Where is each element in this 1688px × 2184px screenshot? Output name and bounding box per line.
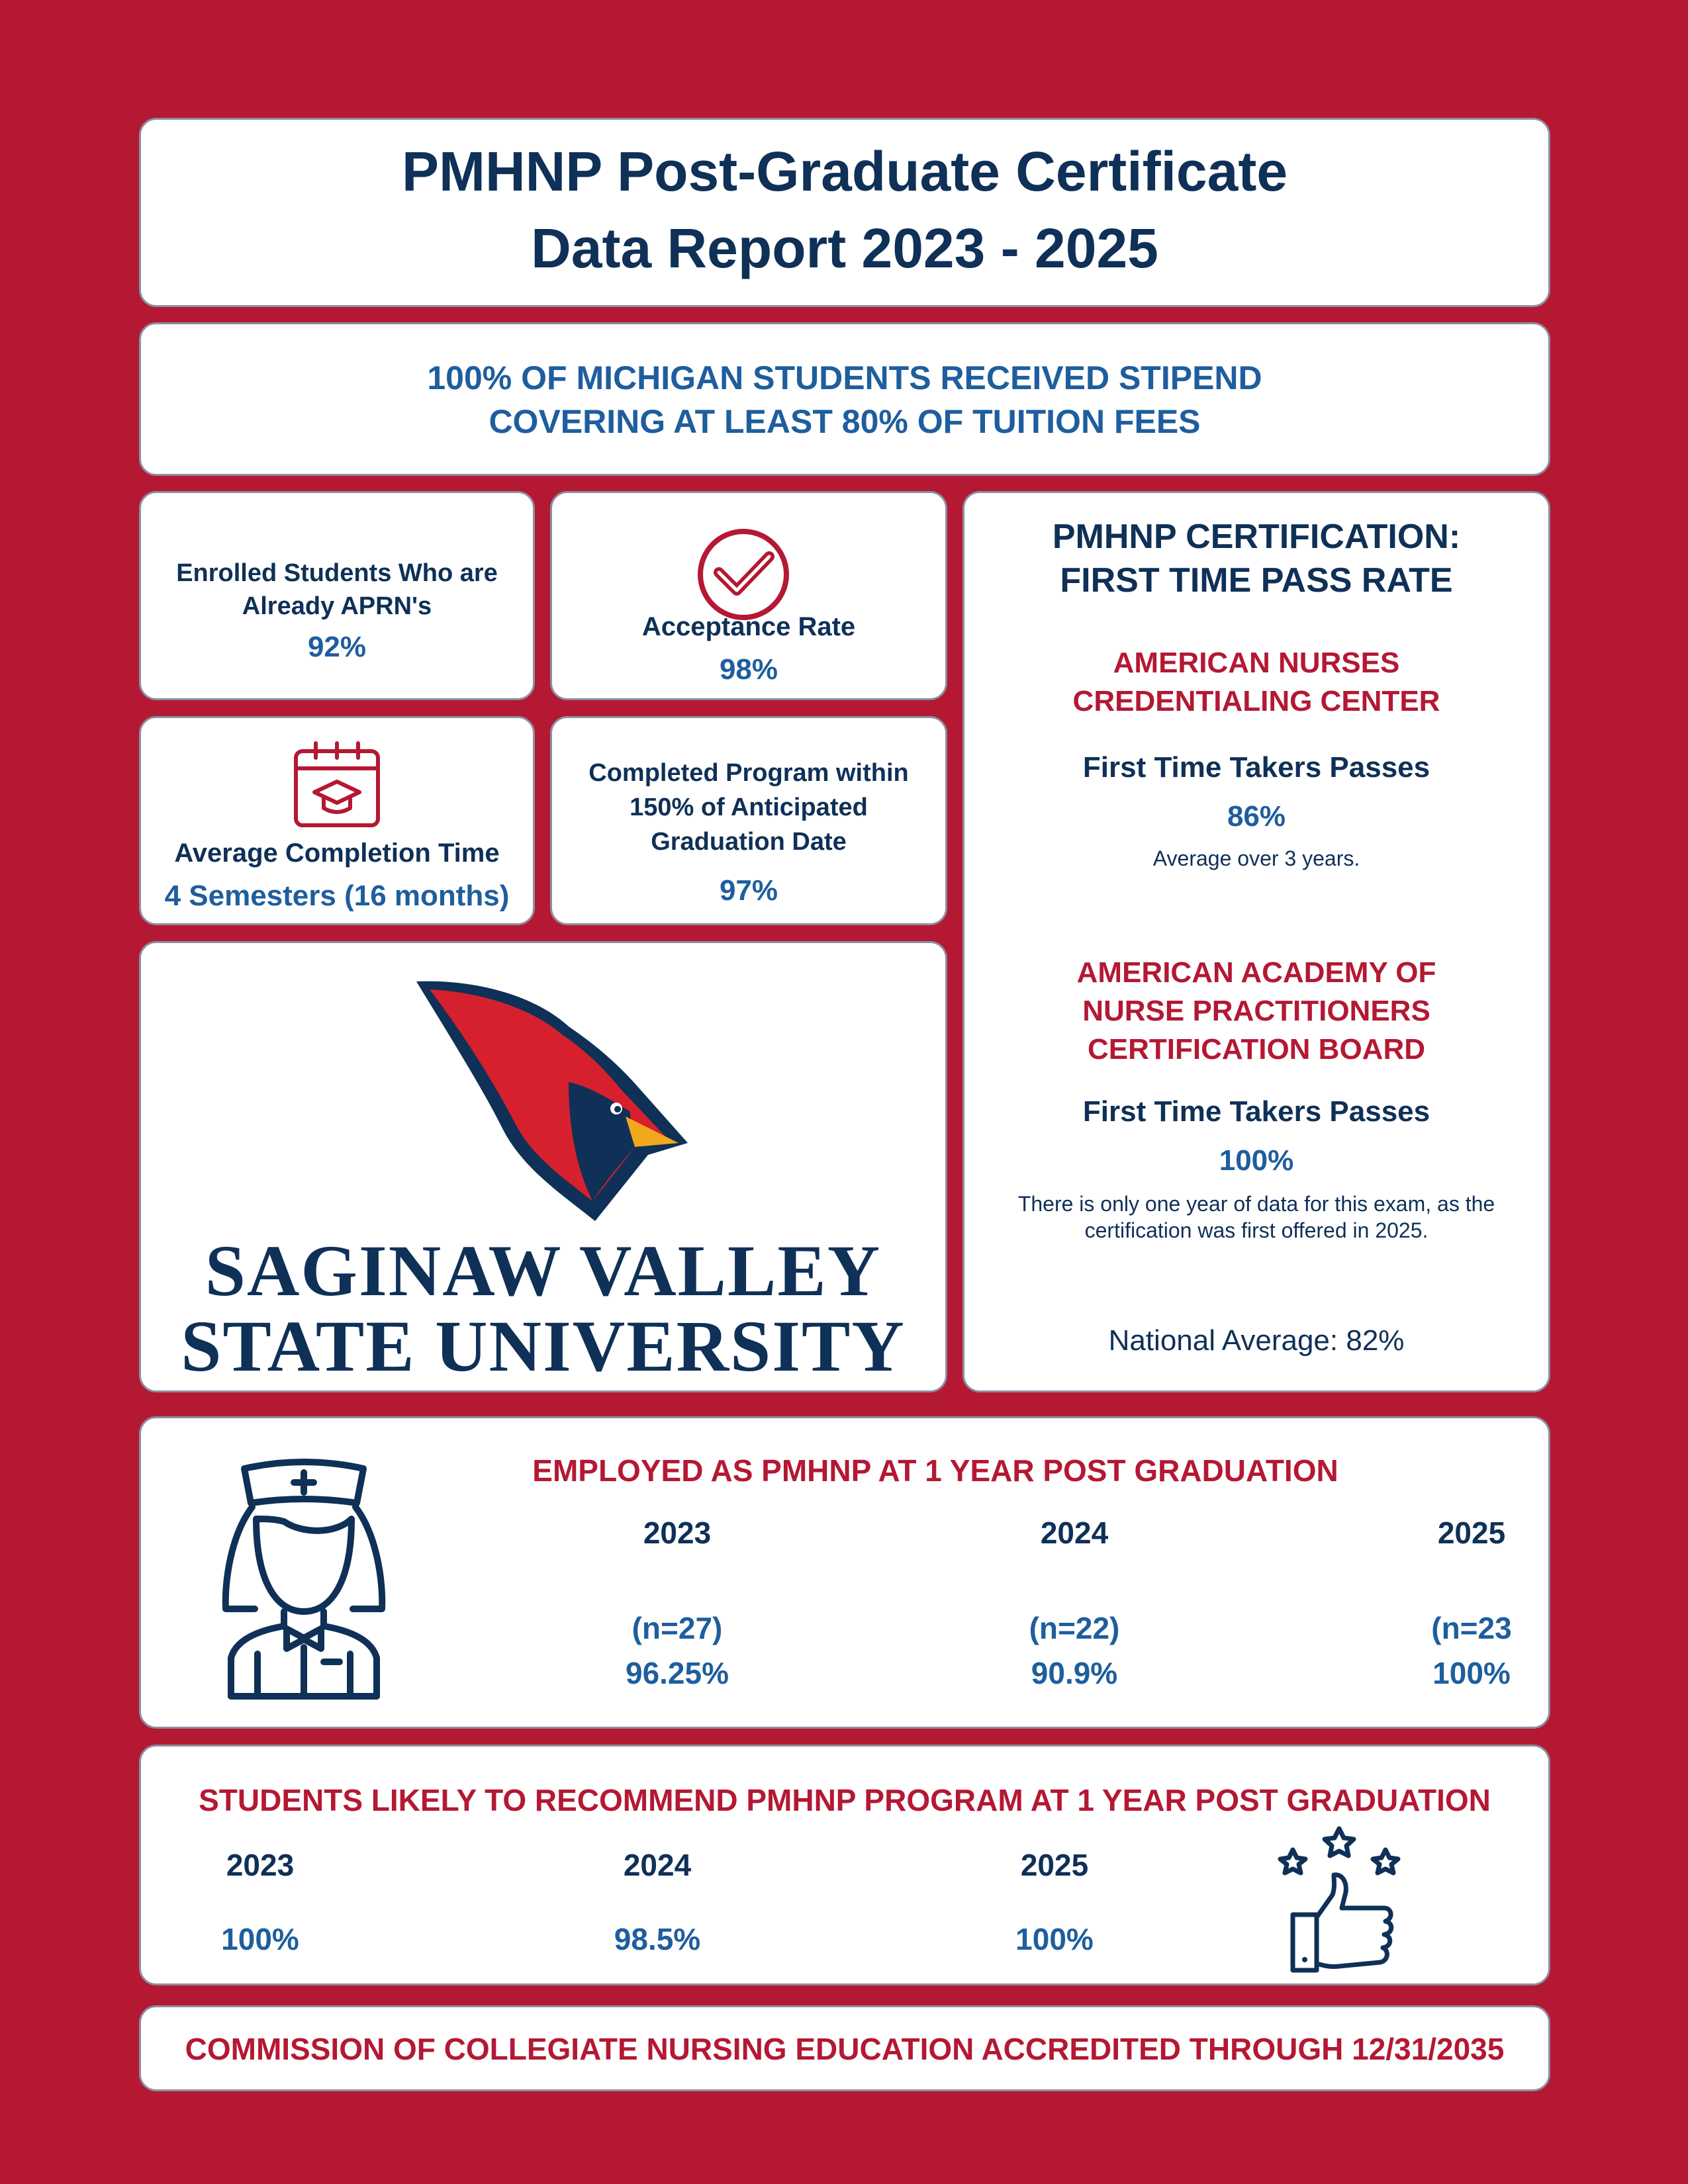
completed-label-line2: 150% of Anticipated (630, 794, 868, 821)
certification-card (962, 491, 1550, 1392)
employment-card (139, 1416, 1550, 1729)
completion-time-label: Average Completion Time (174, 839, 500, 868)
aprn-value: 92% (307, 631, 367, 663)
recommend-card (139, 1745, 1550, 1985)
ancc-note: Average over 3 years. (1152, 846, 1360, 870)
recommend-value: 100% (1015, 1922, 1094, 1956)
employment-value: 100% (1432, 1656, 1511, 1690)
logo-text-line2: STATE UNIVERSITY (181, 1306, 906, 1387)
recommend-value: 98.5% (614, 1922, 701, 1956)
aanp-name-line3: CERTIFICATION BOARD (1087, 1033, 1426, 1066)
employment-n: (n=27) (632, 1611, 723, 1645)
accreditation-text: COMMISSION OF COLLEGIATE NURSING EDUCATION ACCREDITED THROUGH 12/31/2035 (185, 2032, 1505, 2066)
employment-value: 90.9% (1031, 1656, 1118, 1690)
employment-col-2023 (538, 1418, 816, 1727)
ancc-name-line1: AMERICAN NURSES (1113, 647, 1400, 679)
recommend-year: 2025 (1020, 1848, 1089, 1882)
ancc-name-line2: CREDENTIALING CENTER (1072, 685, 1440, 717)
aanp-note-line1: There is only one year of data for this exam, as the (1017, 1192, 1495, 1216)
ancc-value: 86% (1227, 800, 1286, 833)
recommend-col-2024 (571, 1747, 743, 1983)
logo-card (139, 941, 947, 1392)
acceptance-value: 98% (719, 653, 778, 686)
acceptance-label: Acceptance Rate (641, 612, 856, 641)
completed-value: 97% (719, 874, 778, 907)
employment-n: (n=22) (1029, 1611, 1120, 1645)
national-average: National Average: 82% (1108, 1324, 1405, 1357)
aanp-value: 100% (1219, 1144, 1294, 1177)
employment-col-2025 (1333, 1418, 1611, 1727)
page-title-line2: Data Report 2023 - 2025 (531, 217, 1158, 279)
completion-time-value: 4 Semesters (16 months) (164, 880, 510, 912)
thumbs-up-stars-icon (1273, 1823, 1405, 1976)
stipend-card (139, 322, 1550, 476)
nurse-icon (218, 1455, 390, 1700)
recommend-year: 2024 (623, 1848, 692, 1882)
checkmark-circle-icon (695, 526, 792, 623)
employment-year: 2025 (1437, 1516, 1506, 1550)
aanp-name-line1: AMERICAN ACADEMY OF (1076, 956, 1436, 989)
recommend-year: 2023 (226, 1848, 295, 1882)
completed-card (550, 716, 947, 925)
completed-label-line3: Graduation Date (651, 828, 847, 856)
calendar-graduation-cap-icon (291, 738, 383, 831)
stipend-line2: COVERING AT LEAST 80% OF TUITION FEES (489, 403, 1201, 440)
logo-text-line1: SAGINAW VALLEY (205, 1230, 882, 1311)
ancc-label: First Time Takers Passes (1082, 751, 1430, 784)
cardinal-logo (403, 970, 694, 1234)
title-card (139, 118, 1550, 307)
employment-col-2024 (935, 1418, 1213, 1727)
employment-year: 2024 (1040, 1516, 1109, 1550)
employment-n: (n=23 (1431, 1611, 1512, 1645)
recommend-title: STUDENTS LIKELY TO RECOMMEND PMHNP PROGRAM AT 1 YEAR POST GRADUATION (199, 1783, 1491, 1817)
recommend-col-2025 (968, 1747, 1141, 1983)
recommend-col-2023 (174, 1747, 346, 1983)
acceptance-card (550, 491, 947, 700)
aprn-card (139, 491, 535, 700)
aanp-label: First Time Takers Passes (1082, 1095, 1430, 1128)
completed-label-line1: Completed Program within (588, 759, 909, 787)
stipend-line1: 100% OF MICHIGAN STUDENTS RECEIVED STIPEND (427, 359, 1262, 396)
employment-title: EMPLOYED AS PMHNP AT 1 YEAR POST GRADUATION (532, 1453, 1338, 1488)
page-title-line1: PMHNP Post-Graduate Certificate (401, 140, 1288, 203)
aprn-label-line2: Already APRN's (242, 592, 432, 620)
completion-time-card (139, 716, 535, 925)
certification-title-line2: FIRST TIME PASS RATE (1060, 561, 1453, 600)
certification-title-line1: PMHNP CERTIFICATION: (1052, 518, 1461, 556)
accreditation-card (139, 2005, 1550, 2091)
employment-value: 96.25% (625, 1656, 729, 1690)
aanp-name-line2: NURSE PRACTITIONERS (1082, 995, 1430, 1027)
aanp-note-line2: certification was first offered in 2025. (1084, 1218, 1429, 1242)
recommend-value: 100% (221, 1922, 299, 1956)
aprn-label-line1: Enrolled Students Who are (176, 559, 498, 587)
employment-year: 2023 (643, 1516, 712, 1550)
